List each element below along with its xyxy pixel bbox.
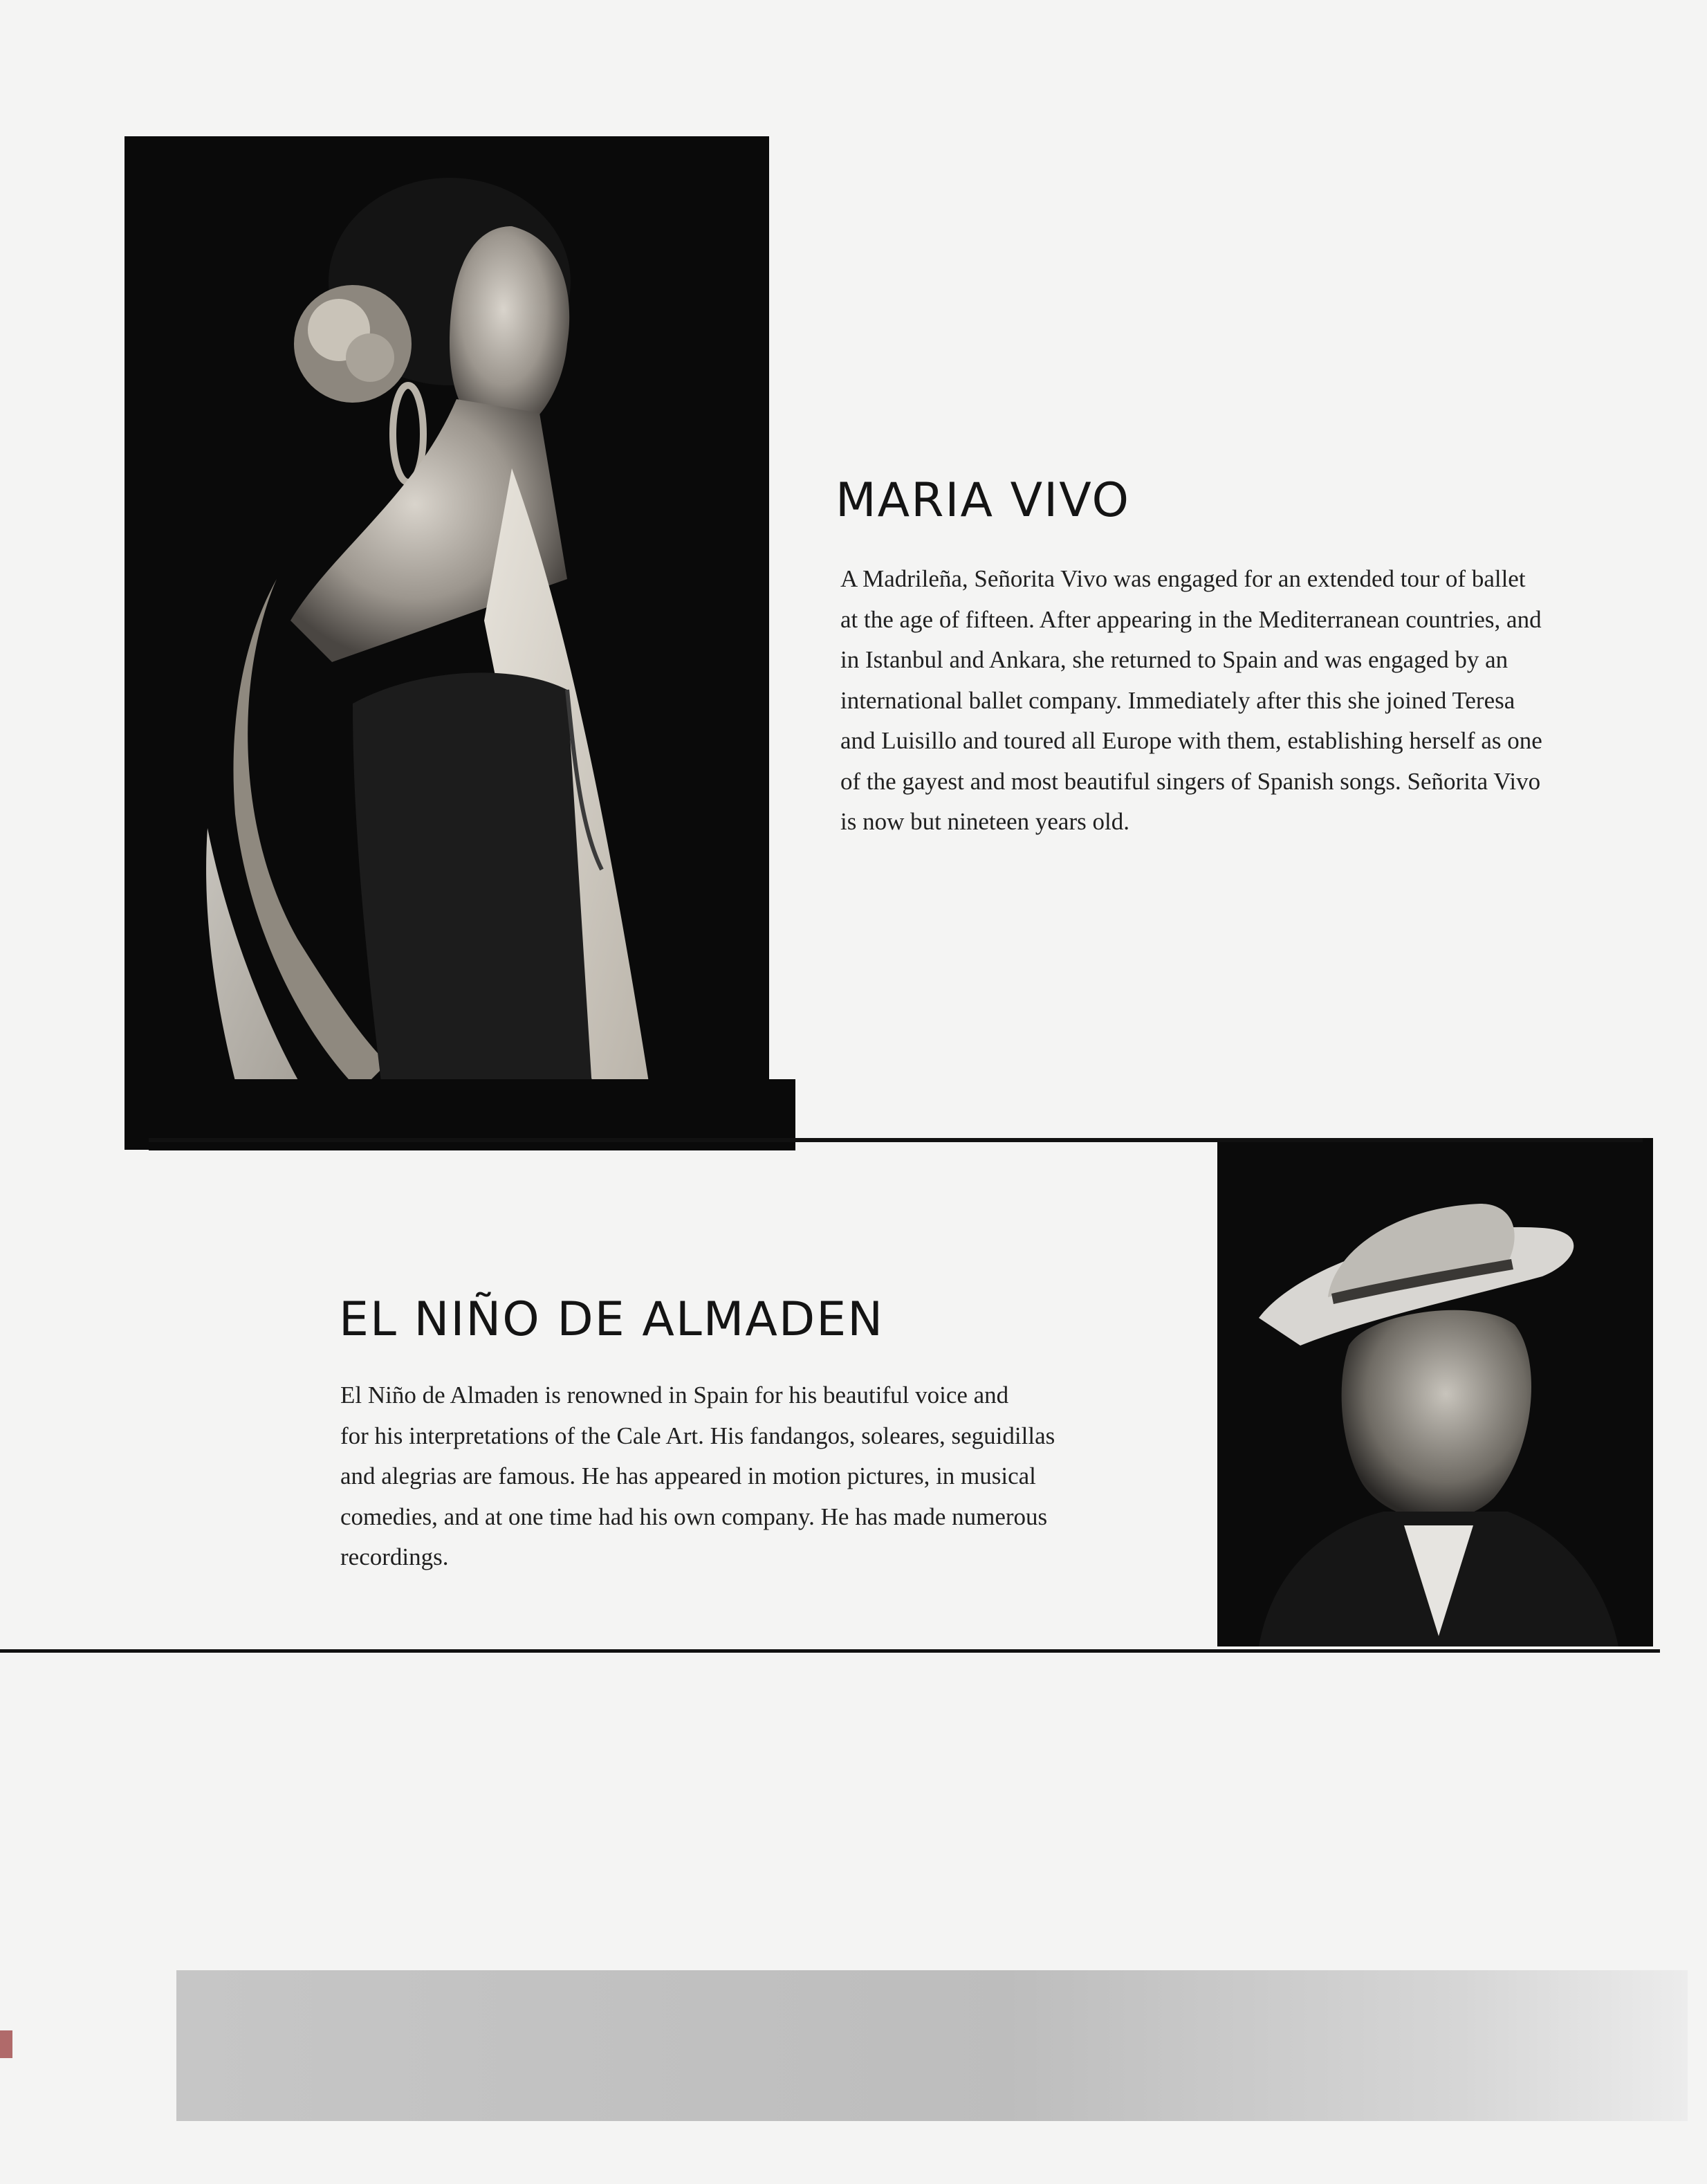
el-nino-portrait-illustration — [1217, 1138, 1653, 1646]
bio-line: of the gayest and most beautiful singers of Spanish songs. Señorita Vivo — [840, 767, 1541, 795]
bio-line: comedies, and at one time had his own company. He has made numerous — [340, 1503, 1048, 1530]
maria-vivo-heading: MARIA VIVO — [836, 473, 1131, 528]
maria-vivo-portrait-illustration — [124, 136, 769, 1150]
bio-line: recordings. — [340, 1543, 449, 1570]
bio-line: international ballet company. Immediately after this she joined Teresa — [840, 686, 1515, 714]
bio-line: El Niño de Almaden is renowned in Spain for his beautiful voice and — [340, 1382, 1009, 1408]
section-divider-rule — [149, 1138, 1643, 1142]
bio-line: for his interpretations of the Cale Art. His fandangos, soleares, seguidillas — [340, 1422, 1055, 1449]
page-edge-mark — [0, 2030, 12, 2058]
bio-line: in Istanbul and Ankara, she returned to Spain and was engaged by an — [840, 646, 1508, 673]
grey-band — [176, 1970, 1688, 2121]
bio-line: and Luisillo and toured all Europe with them, establishing herself as one — [840, 727, 1542, 754]
el-nino-heading: EL NIÑO DE ALMADEN — [339, 1292, 885, 1347]
bottom-rule — [0, 1649, 1660, 1653]
maria-vivo-photo — [124, 136, 769, 1150]
bio-line: and alegrias are famous. He has appeared in motion pictures, in musical — [340, 1462, 1036, 1489]
el-nino-bio — [340, 1375, 1183, 1578]
bio-line: A Madrileña, Señorita Vivo was engaged for an extended tour of ballet — [840, 565, 1526, 592]
maria-vivo-bio — [840, 559, 1691, 843]
bio-line: at the age of fifteen. After appearing in the Mediterranean countries, and — [840, 605, 1542, 633]
el-nino-de-almaden-photo — [1217, 1138, 1653, 1646]
bio-line: is now but nineteen years old. — [840, 808, 1129, 835]
